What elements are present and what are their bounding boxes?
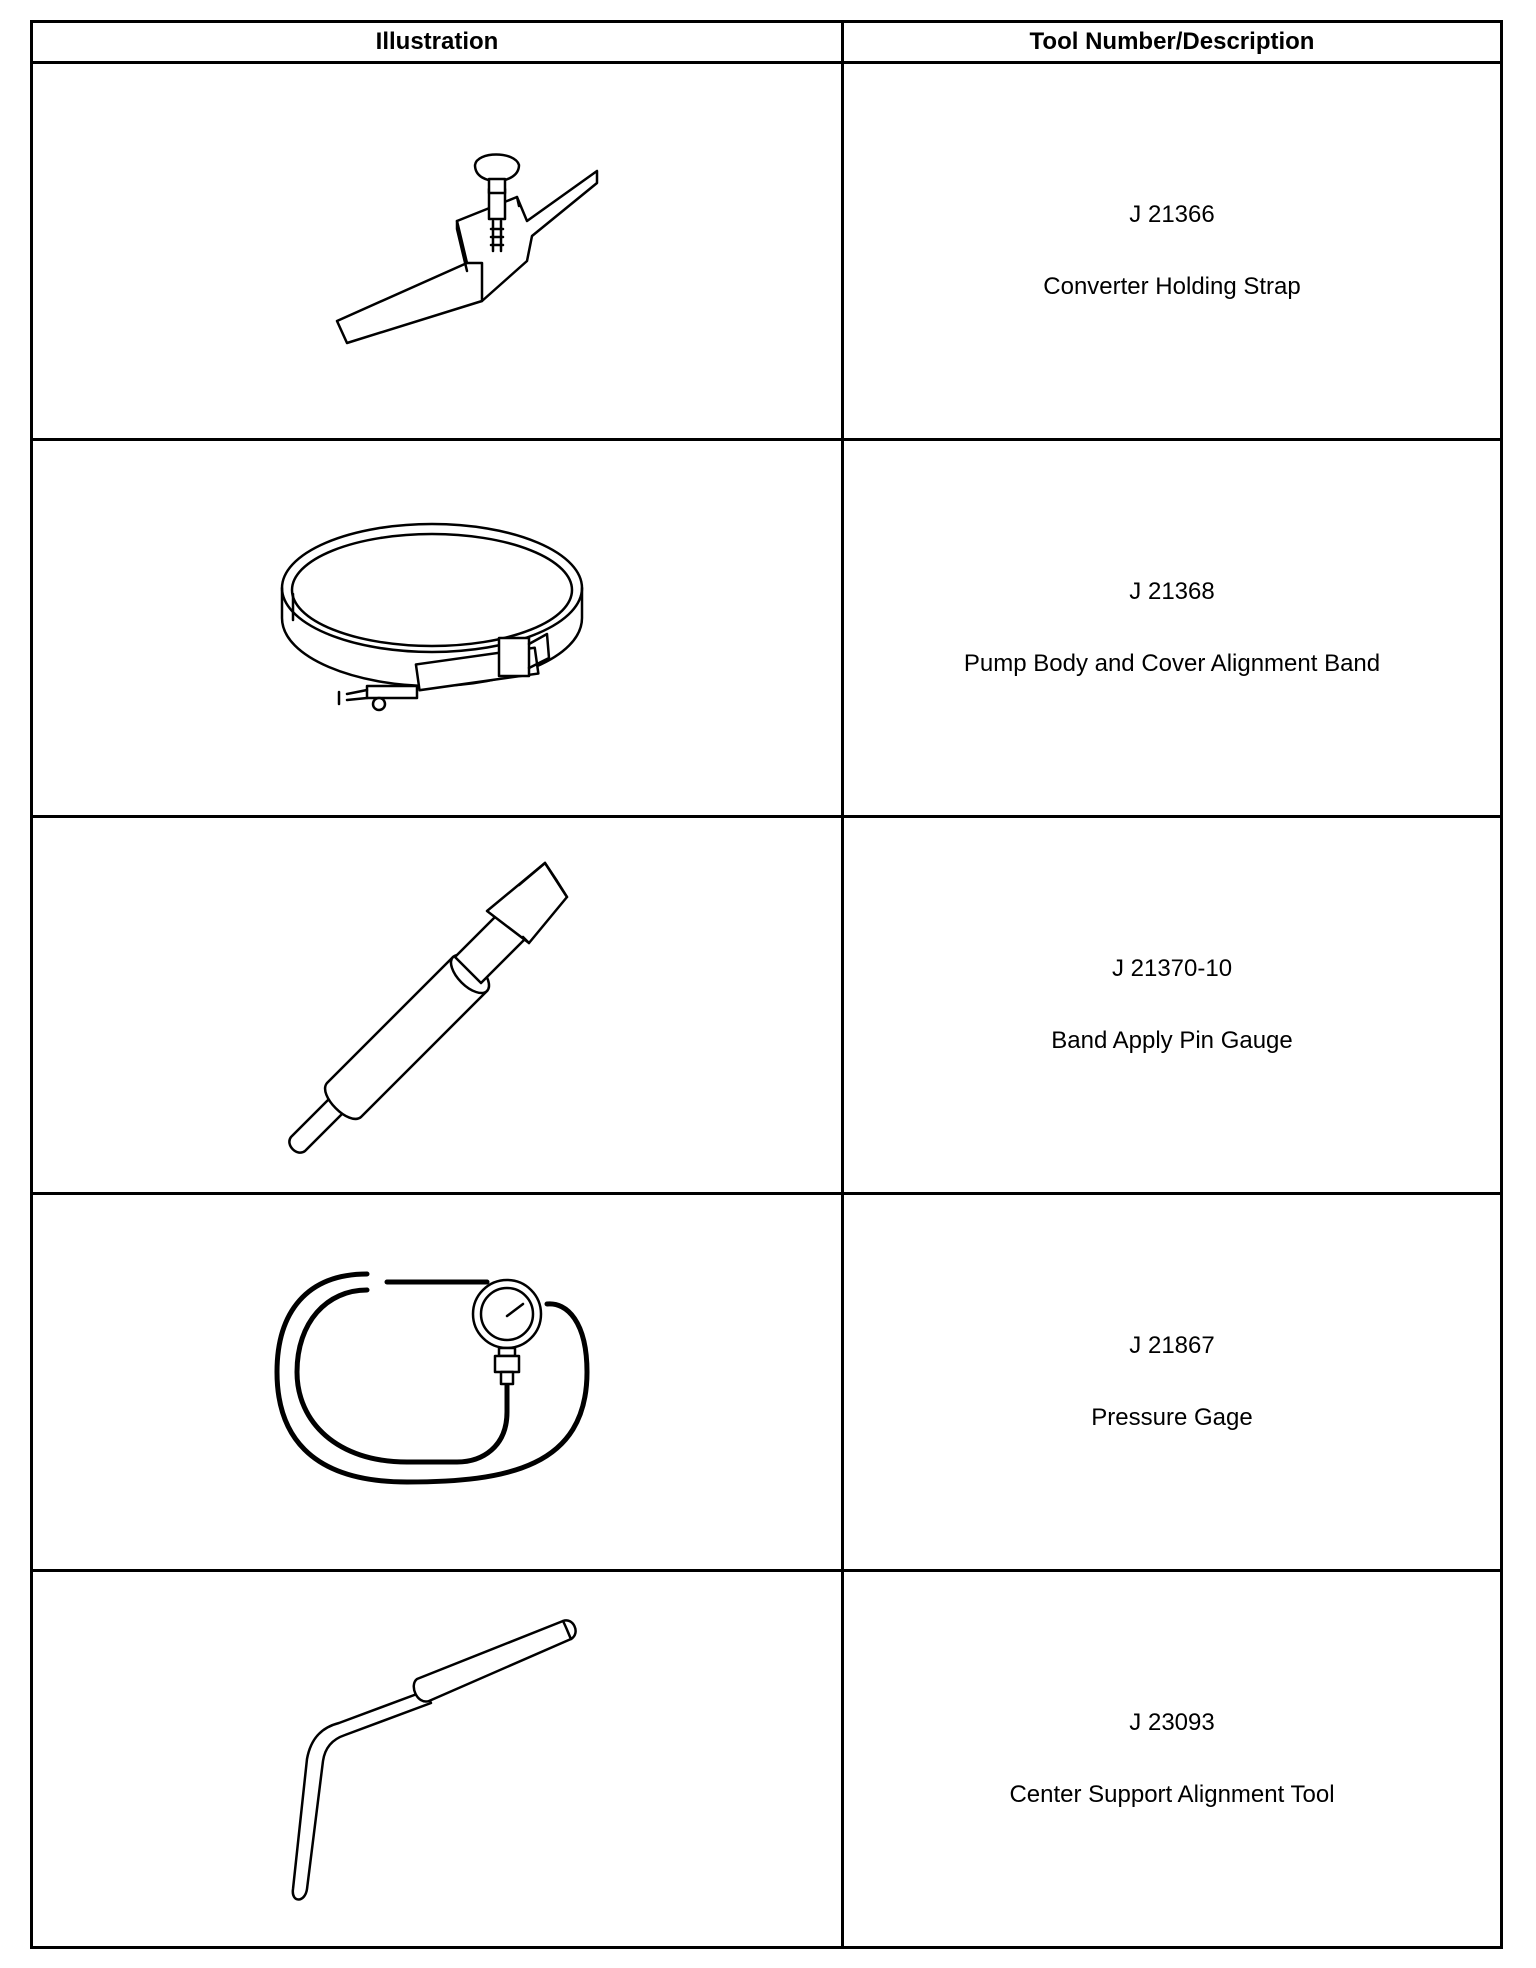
tool-name: Converter Holding Strap	[1043, 273, 1301, 300]
header-tool-description: Tool Number/Description	[843, 22, 1502, 63]
tool-description-cell	[843, 440, 1502, 817]
tool-number: J 23093	[1129, 1709, 1215, 1736]
illustration-cell	[32, 817, 843, 1194]
pin-gauge-icon	[267, 845, 607, 1165]
illustration-cell	[32, 440, 843, 817]
alignment-tool-icon	[267, 1609, 607, 1909]
illustration-cell	[32, 1194, 843, 1571]
alignment-band-icon	[267, 508, 607, 748]
tool-name: Pressure Gage	[1091, 1404, 1253, 1431]
tool-number: J 21867	[1129, 1332, 1215, 1359]
tool-description-cell	[843, 1194, 1502, 1571]
illustration-cell	[32, 63, 843, 440]
tool-description-cell	[843, 63, 1502, 440]
converter-holding-strap-icon	[257, 111, 617, 391]
tool-name: Band Apply Pin Gauge	[1051, 1027, 1293, 1054]
table-row	[32, 1571, 1502, 1948]
tool-number: J 21368	[1129, 578, 1215, 605]
table-row	[32, 63, 1502, 440]
tool-number: J 21366	[1129, 201, 1215, 228]
tool-name: Center Support Alignment Tool	[1009, 1781, 1335, 1808]
tool-description-cell	[843, 1571, 1502, 1948]
illustration-cell	[32, 1571, 843, 1948]
table-row	[32, 817, 1502, 1194]
tool-description-cell	[843, 817, 1502, 1194]
table-header-row	[32, 22, 1502, 63]
table-row	[32, 440, 1502, 817]
pressure-gage-icon	[267, 1252, 607, 1512]
tool-name: Pump Body and Cover Alignment Band	[963, 650, 1381, 677]
header-illustration: Illustration	[32, 22, 843, 63]
tool-number: J 21370-10	[1111, 955, 1233, 982]
special-tools-table	[30, 20, 1503, 1949]
table-row	[32, 1194, 1502, 1571]
